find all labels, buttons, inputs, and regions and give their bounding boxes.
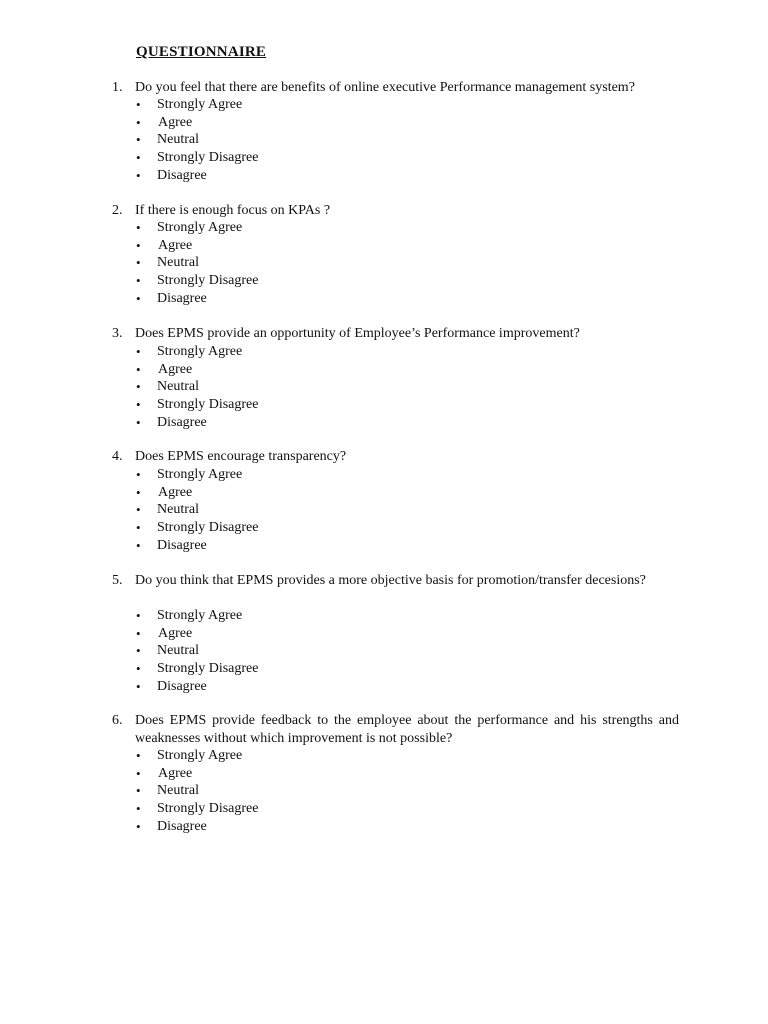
option-label: Disagree — [157, 678, 207, 694]
option-label: Disagree — [157, 818, 207, 834]
option-label: Neutral — [157, 132, 199, 148]
question-text: If there is enough focus on KPAs ? — [135, 203, 331, 218]
question-text: Does EPMS encourage transparency? — [135, 449, 347, 464]
option-label: Strongly Disagree — [157, 801, 259, 817]
bullet-icon: • — [136, 625, 141, 641]
bullet-icon: • — [136, 643, 141, 659]
bullet-icon: • — [136, 397, 141, 413]
option-label: Strongly Disagree — [157, 520, 259, 536]
option-label: Strongly Agree — [157, 608, 243, 623]
option-label: Strongly Disagree — [157, 150, 259, 166]
option-label: Neutral — [157, 379, 199, 395]
bullet-icon: • — [136, 484, 141, 500]
question-number: 3. — [112, 326, 123, 341]
option-label: Strongly Agree — [157, 344, 243, 359]
option-label: Disagree — [157, 414, 207, 430]
bullet-icon: • — [136, 678, 141, 694]
option-label: Strongly Agree — [157, 97, 243, 112]
bullet-icon: • — [136, 818, 141, 834]
option-label: Neutral — [157, 502, 199, 518]
bullet-icon: • — [136, 237, 141, 253]
option-label: Strongly Disagree — [157, 661, 259, 677]
bullet-icon: • — [136, 765, 141, 781]
bullet-icon: • — [136, 290, 141, 306]
bullet-icon: • — [136, 783, 141, 799]
option-label: Disagree — [157, 537, 207, 553]
bullet-icon: • — [136, 379, 141, 395]
bullet-icon: • — [136, 537, 141, 553]
question-number: 1. — [112, 80, 123, 95]
option-label: Disagree — [157, 167, 207, 183]
option-label: Neutral — [157, 783, 199, 799]
bullet-icon: • — [136, 220, 141, 235]
bullet-icon: • — [136, 608, 141, 623]
option-label: Strongly Agree — [157, 467, 243, 482]
bullet-icon: • — [136, 502, 141, 518]
option-label: Disagree — [157, 290, 207, 306]
option-label: Strongly Disagree — [157, 397, 259, 413]
bullet-icon: • — [136, 114, 141, 130]
question-text: Do you feel that there are benefits of online executive Performance management system? — [135, 80, 635, 95]
bullet-icon: • — [136, 132, 141, 148]
bullet-icon: • — [136, 748, 141, 763]
bullet-icon: • — [136, 414, 141, 430]
bullet-icon: • — [136, 167, 141, 183]
option-label: Agree — [158, 484, 193, 500]
option-label: Agree — [158, 114, 193, 130]
option-label: Neutral — [157, 643, 199, 659]
option-label: Agree — [158, 625, 193, 641]
question-number: 5. — [112, 573, 123, 588]
bullet-icon: • — [136, 801, 141, 817]
question-text: Does EPMS provide feedback to the employee about the performance and his strengths and weaknesses without which improvement is not possible? — [135, 713, 679, 746]
bullet-icon: • — [136, 467, 141, 482]
option-label: Agree — [158, 361, 193, 377]
option-label: Strongly Agree — [157, 748, 243, 763]
option-label: Agree — [158, 765, 193, 781]
option-label: Agree — [158, 237, 193, 253]
bullet-icon: • — [136, 97, 141, 112]
option-label: Neutral — [157, 255, 199, 271]
bullet-icon: • — [136, 520, 141, 536]
bullet-icon: • — [136, 255, 141, 271]
question-number: 2. — [112, 203, 123, 218]
option-label: Strongly Disagree — [157, 273, 259, 289]
page-title: QUESTIONNAIRE — [136, 44, 267, 60]
question-number: 4. — [112, 449, 123, 464]
question-number: 6. — [112, 713, 123, 728]
bullet-icon: • — [136, 361, 141, 377]
bullet-icon: • — [136, 661, 141, 677]
option-label: Strongly Agree — [157, 220, 243, 235]
bullet-icon: • — [136, 150, 141, 166]
bullet-icon: • — [136, 273, 141, 289]
question-text: Do you think that EPMS provides a more objective basis for promotion/transfer decesions? — [135, 573, 646, 588]
question-text: Does EPMS provide an opportunity of Employee’s Performance improvement? — [135, 326, 580, 341]
bullet-icon: • — [136, 344, 141, 359]
